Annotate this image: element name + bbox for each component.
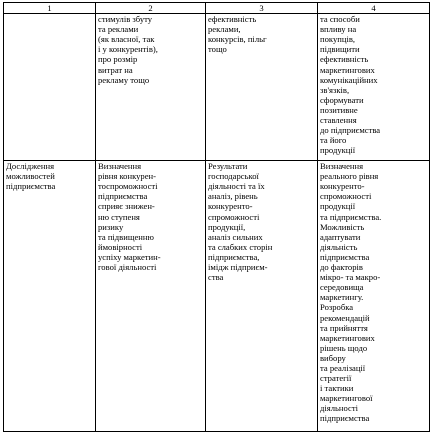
cell-text-line: стимулів збуту	[98, 14, 153, 25]
header-col-2: 2	[96, 3, 206, 14]
cell-text-line: та підвищенню	[98, 231, 154, 242]
cell-text-line: підвищити	[320, 44, 360, 55]
cell-text-line: підприємства	[320, 251, 370, 262]
document-page	[3, 2, 429, 436]
cell-text-line: до підприємства	[320, 125, 381, 136]
cell-text-line: сформувати	[320, 94, 364, 105]
cell-row1-col4	[318, 14, 430, 161]
cell-text-line: продукції	[320, 201, 356, 212]
cell-text-line: конкуренто-	[208, 201, 253, 212]
cell-text-line: господарської	[208, 171, 259, 182]
cell-text-line: та способи	[320, 14, 360, 25]
cell-row2-col1	[4, 161, 96, 432]
cell-text-line: підприємства	[320, 413, 370, 424]
marketing-table	[3, 2, 430, 432]
cell-text-line: і тактики	[320, 383, 354, 394]
cell-text-line: ню ступеня	[98, 211, 140, 222]
cell-text-line: діяльності	[320, 403, 358, 414]
cell-text-line: успіху маркетин-	[98, 251, 161, 262]
cell-text-line: мікро- та макро-	[320, 272, 381, 283]
cell-row2-col4	[318, 161, 430, 432]
cell-text-line: Результати	[208, 161, 248, 172]
cell-text-line: середовища	[320, 282, 364, 293]
cell-text-line: ефективність	[208, 14, 257, 25]
cell-row2-col3	[206, 161, 318, 432]
cell-text-line: підприємства	[98, 191, 148, 202]
cell-row2-col2	[96, 161, 206, 432]
cell-text-line: зв'язків,	[320, 84, 350, 95]
cell-text-line: сприяє знижен-	[98, 201, 155, 212]
cell-text-line: адаптувати	[320, 231, 361, 242]
cell-text-line: Визначення	[320, 161, 364, 172]
cell-text-line: тоспроможності	[98, 181, 158, 192]
cell-text-line: спроможності	[320, 191, 372, 202]
cell-text-line: маркетингових	[320, 332, 375, 343]
cell-text-line: Дослідження	[6, 161, 55, 172]
cell-text-line: рекомендацій	[320, 312, 370, 323]
cell-text-line: та слабких сторін	[208, 241, 273, 252]
cell-text-line: стратегії	[320, 373, 352, 384]
table-row-continued	[4, 14, 430, 161]
cell-text-line: ства	[208, 272, 224, 283]
header-col-1: 1	[4, 3, 96, 14]
cell-text-line: маркетингових	[320, 64, 375, 75]
cell-text-line: рішень щодо	[320, 342, 368, 353]
header-col-4: 4	[318, 3, 430, 14]
cell-text-line: та підприємства.	[320, 211, 382, 222]
cell-text-line: та його	[320, 135, 347, 146]
cell-text-line: ймовірності	[98, 241, 143, 252]
cell-text-line: впливу на	[320, 24, 357, 35]
cell-text-line: витрат на	[98, 64, 133, 75]
cell-text-line: (як власної, так	[98, 34, 155, 45]
cell-text-line: конкурсів, пільг	[208, 34, 267, 45]
cell-text-line: Розробка	[320, 302, 354, 313]
cell-text-line: тощо	[208, 44, 227, 55]
cell-text-line: продукції,	[208, 221, 246, 232]
cell-text-line: діяльності та їх	[208, 181, 265, 192]
cell-text-line: до факторів	[320, 262, 363, 273]
cell-text-line: про розмір	[98, 54, 138, 65]
cell-text-line: Визначення	[98, 161, 142, 172]
cell-text-line: спроможності	[208, 211, 260, 222]
cell-text-line: комунікаційних	[320, 74, 378, 85]
header-col-3: 3	[206, 3, 318, 14]
cell-text-line: ефективність	[320, 54, 369, 65]
cell-text-line: конкуренто-	[320, 181, 365, 192]
cell-text-line: аналіз, рівень	[208, 191, 258, 202]
cell-row1-col1	[4, 14, 96, 161]
cell-row1-col3	[206, 14, 318, 161]
cell-text-line: рекламу тощо	[98, 74, 150, 85]
cell-text-line: рівня конкурен-	[98, 171, 156, 182]
cell-text-line: Можливість	[320, 221, 365, 232]
cell-text-line: аналіз сильних	[208, 231, 263, 242]
cell-text-line: та прийняття	[320, 322, 368, 333]
cell-text-line: вибору	[320, 352, 346, 363]
cell-text-line: продукції	[320, 145, 356, 156]
cell-text-line: можливостей	[6, 171, 55, 182]
cell-text-line: діяльність	[320, 241, 358, 252]
cell-row1-col2	[96, 14, 206, 161]
cell-text-line: позитивне	[320, 104, 358, 115]
cell-text-line: та реалізації	[320, 362, 366, 373]
cell-text-line: гової діяльності	[98, 262, 157, 273]
cell-text-line: покупців,	[320, 34, 356, 45]
cell-text-line: маркетингу.	[320, 292, 364, 303]
cell-text-line: підприємства	[6, 181, 56, 192]
cell-text-line: та реклами	[98, 24, 139, 35]
header-row	[4, 3, 430, 14]
cell-text-line: і у конкурентів),	[98, 44, 158, 55]
cell-text-line: реклами,	[208, 24, 241, 35]
table-row-opportunities	[4, 161, 430, 432]
cell-text-line: імідж підприєм-	[208, 262, 268, 273]
cell-text-line: ризику	[98, 221, 124, 232]
cell-text-line: ставлення	[320, 115, 357, 126]
cell-text-line: маркетингової	[320, 393, 373, 404]
cell-text-line: підприємства,	[208, 251, 260, 262]
cell-text-line: реального рівня	[320, 171, 379, 182]
